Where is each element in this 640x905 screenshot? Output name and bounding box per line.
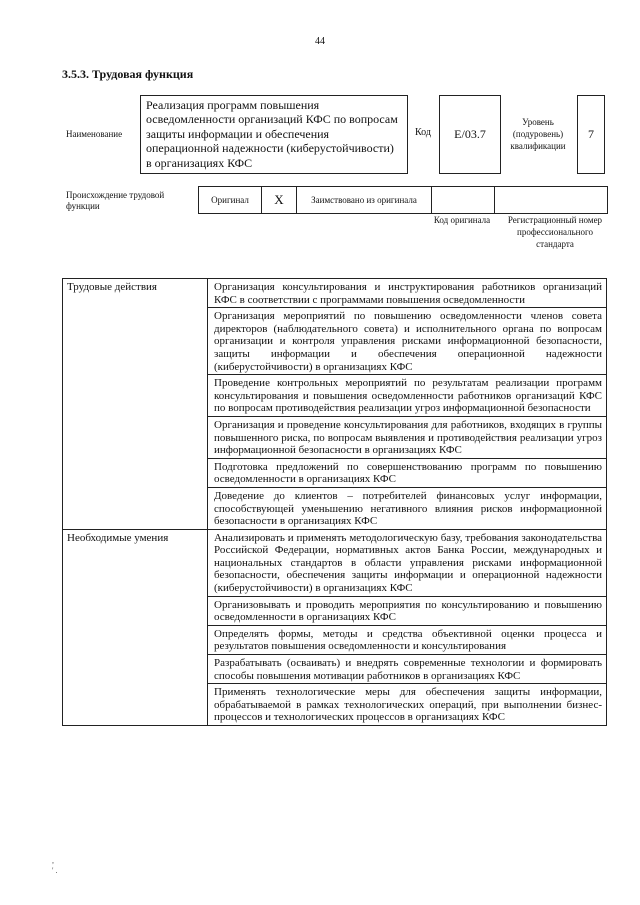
code-label: Код <box>415 127 431 138</box>
registration-number-caption: Регистрационный номер профессионального стандарта <box>507 215 603 249</box>
name-label: Наименование <box>66 129 123 139</box>
code-value: E/03.7 <box>439 95 501 174</box>
origin-table <box>198 186 608 214</box>
section-title: 3.5.3. Трудовая функция <box>62 67 194 81</box>
function-name-value: Реализация программ повышения осведомленности организаций КФС по вопросам защиты информации и обеспечения операционной надежности (киберустойчивости) в организациях КФС <box>140 95 408 174</box>
list-item: Организация и проведение консультирования для работников, входящих в группы повышенного риска, по вопросам выявления и противодействия реализации угроз информационной безопасности в организациях КФС <box>208 416 607 458</box>
list-item: Разрабатывать (осваивать) и внедрять современные технологии и формировать способы повышения мотивации работников в организациях КФС <box>208 655 607 684</box>
original-code-cell <box>432 187 495 214</box>
list-item: Анализировать и применять методологическую базу, требования законодательства Российской Федерации, нормативных актов Банка России, международных и национальных стандартов в области управления рисками информационной безопасности, обеспечения защиты информации и операционной надежности (киберустойчивости) в организациях КФС <box>208 529 607 596</box>
original-code-caption: Код оригинала <box>433 215 491 225</box>
list-item: Организовывать и проводить мероприятия по консультированию и повышению осведомленности в организациях КФС <box>208 596 607 625</box>
registration-number-cell <box>495 187 608 214</box>
origin-label: Происхождение трудовой функции <box>66 190 165 211</box>
margin-mark: ' . <box>52 866 58 875</box>
qualification-level-value: 7 <box>577 95 605 174</box>
function-details-table <box>62 278 607 726</box>
list-item: Проведение контрольных мероприятий по результатам реализации программ консультирования и повышения осведомленности работников организаций КФС по вопросам противодействия реализации угроз информационной безопасности <box>208 375 607 417</box>
list-item: Определять формы, методы и средства объективной оценки процесса и результатов повышения осведомленности и консультирования <box>208 625 607 654</box>
table-row <box>63 529 607 596</box>
original-cell: Оригинал <box>199 187 262 214</box>
list-item: Подготовка предложений по совершенствованию программ по повышению осведомленности в организациях КФС <box>208 458 607 487</box>
page-number: 44 <box>315 36 325 47</box>
borrowed-cell: Заимствовано из оригинала <box>297 187 432 214</box>
list-item: Применять технологические меры для обеспечения защиты информации, обрабатываемой в рамках технологических операций, при выполнении бизнес-процессов и технологических процессов в организациях КФС <box>208 684 607 726</box>
section-label-labor-actions: Трудовые действия <box>63 279 208 530</box>
list-item: Доведение до клиентов – потребителей финансовых услуг информации, способствующей уменьшению негативного влияния рисков информационной безопасности в организациях КФС <box>208 487 607 529</box>
table-row <box>63 279 607 308</box>
original-mark: X <box>262 187 297 214</box>
section-label-required-skills: Необходимые умения <box>63 529 208 725</box>
list-item: Организация консультирования и инструктирования работников организаций КФС в соответствии с программами повышения осведомленности <box>208 279 607 308</box>
margin-mark: , <box>52 856 54 865</box>
list-item: Организация мероприятий по повышению осведомленности членов совета директоров (наблюдательного совета) и исполнительного органа по вопросам организации и контроля управления рисками информационной безопасности, защиты информации и обеспечения операционной надежности (киберустойчивости) в организациях КФС <box>208 308 607 375</box>
qualification-level-label: Уровень (подуровень) квалификации <box>510 117 566 151</box>
